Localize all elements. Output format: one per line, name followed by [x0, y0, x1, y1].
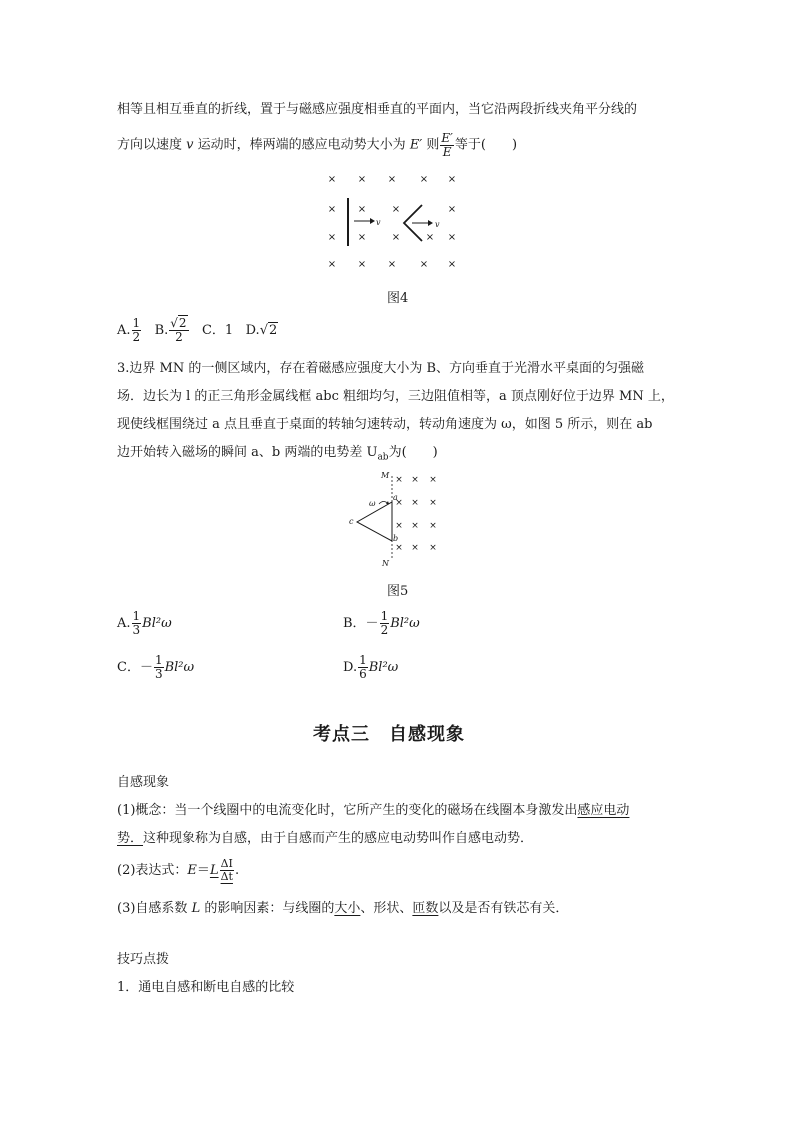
svg-text:×: ×	[447, 259, 457, 270]
figure-5-diagram	[345, 466, 445, 570]
q2-ratio-fraction: $\frac{E'}{E}$	[441, 131, 453, 159]
q3-text-line2: 场．边长为 l 的正三角形金属线框 abc 粗细均匀，三边阻值相等，a 顶点刚好位于边界 MN 上，	[117, 389, 674, 404]
q3-option-a: A. $\frac{1}{3}$ Bl²ω	[117, 609, 172, 637]
expression-line: (2)表达式：E＝L $\frac{\Delta I}{\Delta t}$ .	[117, 857, 240, 883]
svg-text:×: ×	[425, 232, 435, 243]
figure-4-caption: 图4	[387, 291, 409, 306]
svg-text:×: ×	[429, 475, 437, 485]
svg-text:×: ×	[411, 498, 419, 508]
q2-option-a: A. $\frac{1}{2}$	[117, 316, 141, 344]
figure-5-label-m: M	[381, 471, 390, 480]
figure-5-label-b: b	[393, 534, 399, 543]
svg-text:×: ×	[387, 259, 397, 270]
svg-text:×: ×	[429, 521, 437, 531]
q3-option-b: B．－ $\frac{1}{2}$ Bl²ω	[343, 609, 420, 637]
svg-text:×: ×	[411, 543, 419, 553]
q2-option-b: B. $\frac{√2}{2}$	[154, 316, 187, 344]
figure-5-caption: 图5	[387, 584, 409, 599]
svg-text:×: ×	[411, 521, 419, 531]
svg-text:×: ×	[357, 174, 367, 185]
q3-text-line4: 边开始转入磁场的瞬间 a、b 两端的电势差 $U_{ab}$为( )	[117, 445, 438, 463]
svg-text:×: ×	[419, 174, 429, 185]
svg-text:×: ×	[395, 498, 403, 508]
q2-option-c: C．1	[201, 323, 234, 338]
svg-text:×: ×	[391, 204, 401, 215]
figure-4-v-label-2: v	[435, 220, 440, 229]
section-heading: 自感现象	[117, 775, 170, 790]
svg-text:×: ×	[327, 232, 337, 243]
svg-text:×: ×	[391, 232, 401, 243]
svg-text:×: ×	[357, 259, 367, 270]
svg-text:×: ×	[429, 543, 437, 553]
q3-text-line1: 3.边界 MN 的一侧区域内，存在着磁感应强度大小为 B、方向垂直于光滑水平桌面的匀强磁	[117, 361, 645, 376]
q2-option-d: D.√2	[245, 323, 278, 338]
delta-i-over-delta-t: $\frac{\Delta I}{\Delta t}$	[220, 857, 233, 883]
figure-4-v-label-1: v	[376, 218, 381, 227]
svg-text:×: ×	[447, 232, 457, 243]
figure-5-label-a: a	[393, 493, 398, 502]
q2-text-line1: 相等且相互垂直的折线，置于与磁感应强度相垂直的平面内，当它沿两段折线夹角平分线的	[117, 102, 638, 117]
svg-text:×: ×	[447, 204, 457, 215]
q3-option-d: D. $\frac{1}{6}$ Bl²ω	[343, 653, 399, 681]
svg-text:×: ×	[411, 475, 419, 485]
svg-text:×: ×	[327, 259, 337, 270]
svg-text:×: ×	[327, 174, 337, 185]
factor-line: (3)自感系数 L 的影响因素：与线圈的大小、形状、匝数以及是否有铁芯有关．	[117, 901, 569, 916]
tips-heading: 技巧点拨	[117, 952, 170, 967]
q3-text-line3: 现使线框围绕过 a 点且垂直于桌面的转轴匀速转动，转动角速度为 ω，如图 5 所示，则在 ab	[117, 417, 653, 432]
concept-line2: 势．这种现象称为自感，由于自感而产生的感应电动势叫作自感电动势．	[117, 831, 534, 846]
figure-5-label-n: N	[382, 559, 389, 568]
svg-text:×: ×	[395, 543, 403, 553]
svg-text:×: ×	[429, 498, 437, 508]
svg-text:×: ×	[447, 174, 457, 185]
q3-option-c: C．－ $\frac{1}{3}$ Bl²ω	[117, 653, 195, 681]
svg-text:×: ×	[419, 259, 429, 270]
figure-4-diagram	[320, 168, 470, 273]
underlined-term-emf: 感应电动	[577, 803, 630, 818]
svg-text:×: ×	[357, 232, 367, 243]
svg-text:×: ×	[357, 204, 367, 215]
svg-text:×: ×	[395, 521, 403, 531]
comparison-heading: 1．通电自感和断电自感的比较	[117, 980, 295, 995]
svg-text:×: ×	[387, 174, 397, 185]
figure-5-label-omega: ω	[369, 499, 376, 508]
figure-5-label-c: c	[349, 517, 354, 526]
svg-text:×: ×	[327, 204, 337, 215]
q2-text-line2: 方向以速度 v 运动时，棒两端的感应电动势大小为 E′ 则 $\frac{E'}{E}$ 等于( )	[117, 131, 518, 159]
svg-text:×: ×	[395, 475, 403, 485]
section-title: 考点三 自感现象	[313, 724, 465, 745]
q2-options	[117, 314, 278, 348]
concept-line1: (1)概念：当一个线圈中的电流变化时，它所产生的变化的磁场在线圈本身激发出感应电动	[117, 803, 630, 818]
